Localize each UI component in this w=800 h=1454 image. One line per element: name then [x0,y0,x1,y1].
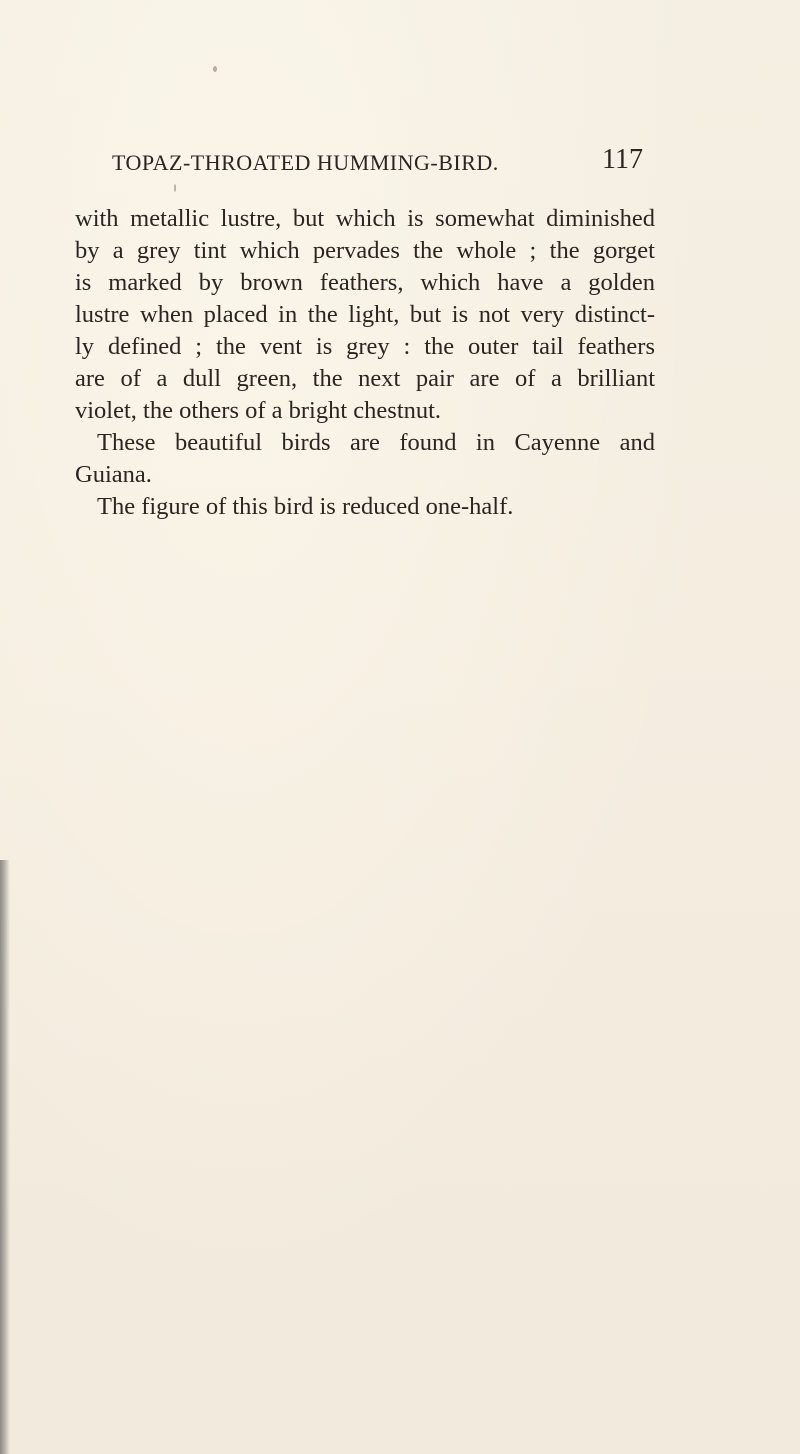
text-line: is marked by brown feathers, which have a golden [75,269,655,296]
paper-speck [213,66,217,72]
text-line: lustre when placed in the light, but is not very distinct- [75,301,655,328]
text-line: with metallic lustre, but which is somewhat diminished [75,205,655,232]
paper-speck [174,184,176,192]
running-title: TOPAZ-THROATED HUMMING-BIRD. [112,150,499,175]
page-number: 117 [602,144,643,175]
text-line: Guiana. [75,461,152,488]
paragraph-start-line: These beautiful birds are found in Cayenne and [97,429,655,456]
text-line: are of a dull green, the next pair are of a brilliant [75,365,655,392]
body-text [75,203,655,523]
binding-shadow [0,860,10,1454]
text-line: violet, the others of a bright chestnut. [75,397,442,424]
text-line: ly defined ; the vent is grey : the outer tail feathers [75,333,655,360]
paragraph-start-line: The figure of this bird is reduced one-half. [97,493,514,520]
running-header [112,144,672,180]
text-line: by a grey tint which pervades the whole ; the gorget [75,237,655,264]
